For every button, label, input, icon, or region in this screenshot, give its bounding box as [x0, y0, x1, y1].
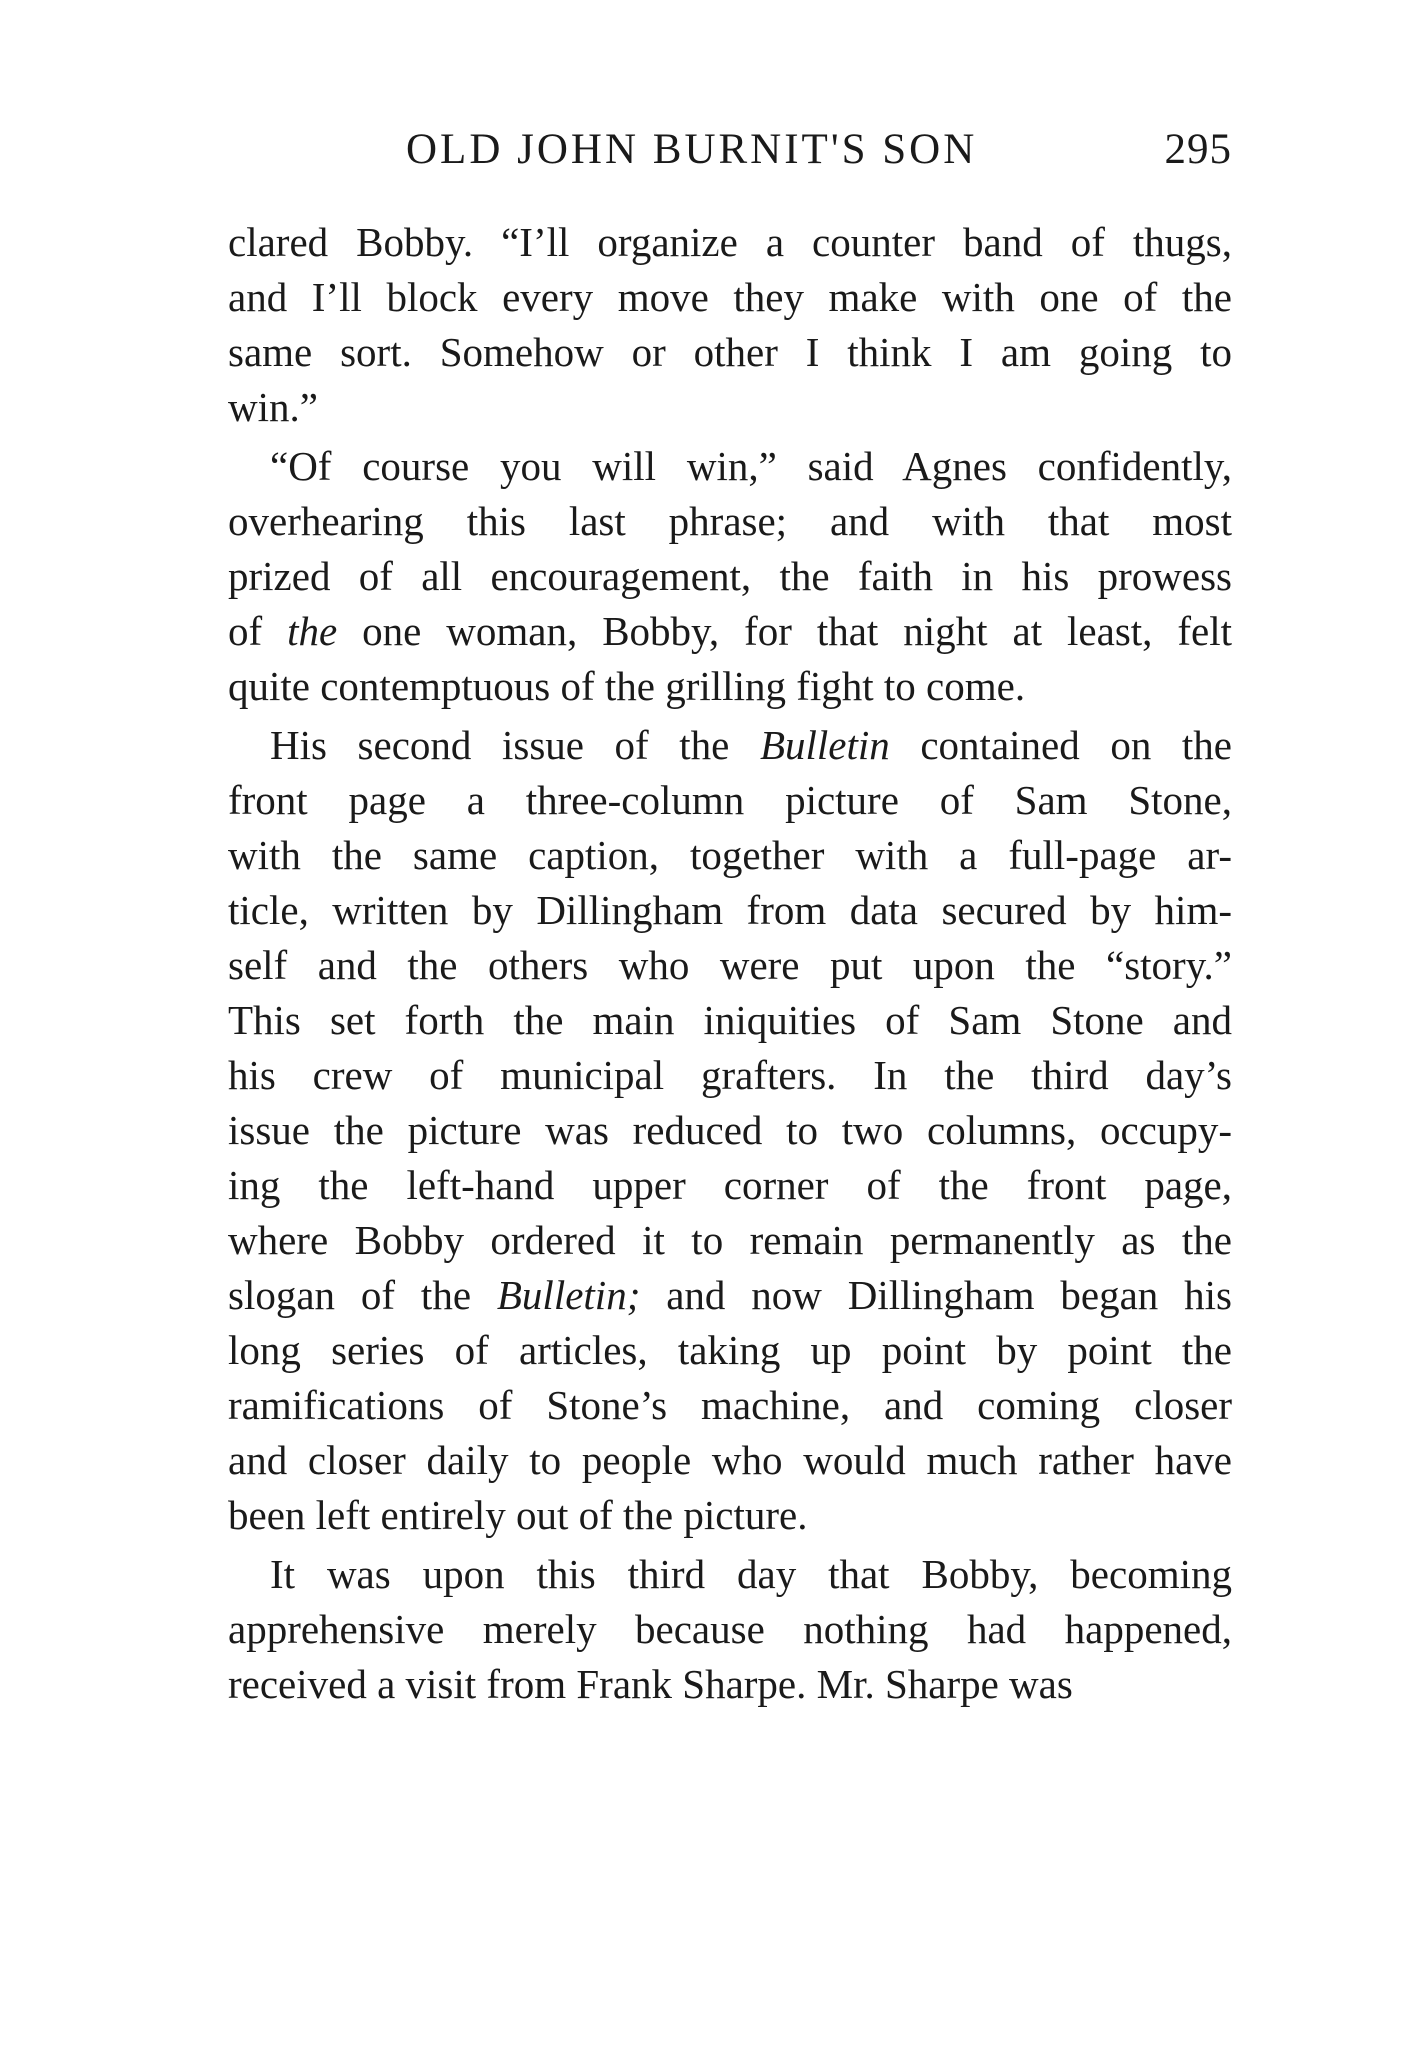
text-line: long series of articles, taking up point by point the: [228, 1327, 1232, 1373]
text-line: ing the left-hand upper corner of the front page,: [228, 1162, 1232, 1208]
text-line: It was upon this third day that Bobby, becoming: [270, 1551, 1232, 1597]
text-line: front page a three-column picture of Sam Stone,: [228, 777, 1232, 823]
text-line: self and the others who were put upon the “story.”: [228, 942, 1232, 988]
line-segment: of: [228, 608, 288, 654]
text-line: win.”: [228, 384, 318, 430]
italic-segment: Bulletin;: [496, 1272, 641, 1318]
text-line: [228, 1268, 1232, 1323]
paragraph: [228, 215, 1232, 435]
text-line: This set forth the main iniquities of Sam Stone and: [228, 997, 1232, 1043]
text-line: his crew of municipal grafters. In the third day’s: [228, 1052, 1232, 1098]
running-title: OLD JOHN BURNIT'S SON: [406, 126, 978, 173]
text-line: where Bobby ordered it to remain permanently as the: [228, 1217, 1232, 1263]
text-line: received a visit from Frank Sharpe. Mr. Sharpe was: [228, 1661, 1073, 1707]
text-line: apprehensive merely because nothing had happened,: [228, 1606, 1232, 1652]
line-segment: His second issue of the: [270, 722, 760, 768]
text-line: “Of course you will win,” said Agnes confidently,: [270, 443, 1232, 489]
paragraph: [228, 718, 1232, 1543]
text-line: and I’ll block every move they make with one of the: [228, 274, 1232, 320]
text-line: issue the picture was reduced to two columns, occupy-: [228, 1107, 1232, 1153]
italic-segment: the: [287, 608, 338, 654]
italic-segment: Bulletin: [759, 722, 890, 768]
text-line: [228, 604, 1232, 659]
paragraph: [228, 439, 1232, 714]
page-number: 295: [1164, 126, 1232, 173]
text-line: clared Bobby. “I’ll organize a counter band of thugs,: [228, 219, 1232, 265]
text-line: been left entirely out of the picture.: [228, 1492, 808, 1538]
line-segment: and now Dillingham began his: [640, 1272, 1232, 1318]
text-line: [228, 718, 1232, 773]
page-header: [228, 120, 1232, 180]
text-line: with the same caption, together with a full-page ar-: [228, 832, 1232, 878]
line-segment: contained on the: [889, 722, 1232, 768]
line-segment: one woman, Bobby, for that night at least, felt: [337, 608, 1232, 654]
body-text: [228, 215, 1232, 1712]
text-line: same sort. Somehow or other I think I am going to: [228, 329, 1232, 375]
text-line: ticle, written by Dillingham from data secured by him-: [228, 887, 1232, 933]
line-segment: slogan of the: [228, 1272, 497, 1318]
text-line: overhearing this last phrase; and with that most: [228, 498, 1232, 544]
text-line: and closer daily to people who would much rather have: [228, 1437, 1232, 1483]
paragraph: [228, 1547, 1232, 1712]
text-line: quite contemptuous of the grilling fight to come.: [228, 663, 1026, 709]
text-line: ramifications of Stone’s machine, and coming closer: [228, 1382, 1232, 1428]
text-line: prized of all encouragement, the faith in his prowess: [228, 553, 1232, 599]
